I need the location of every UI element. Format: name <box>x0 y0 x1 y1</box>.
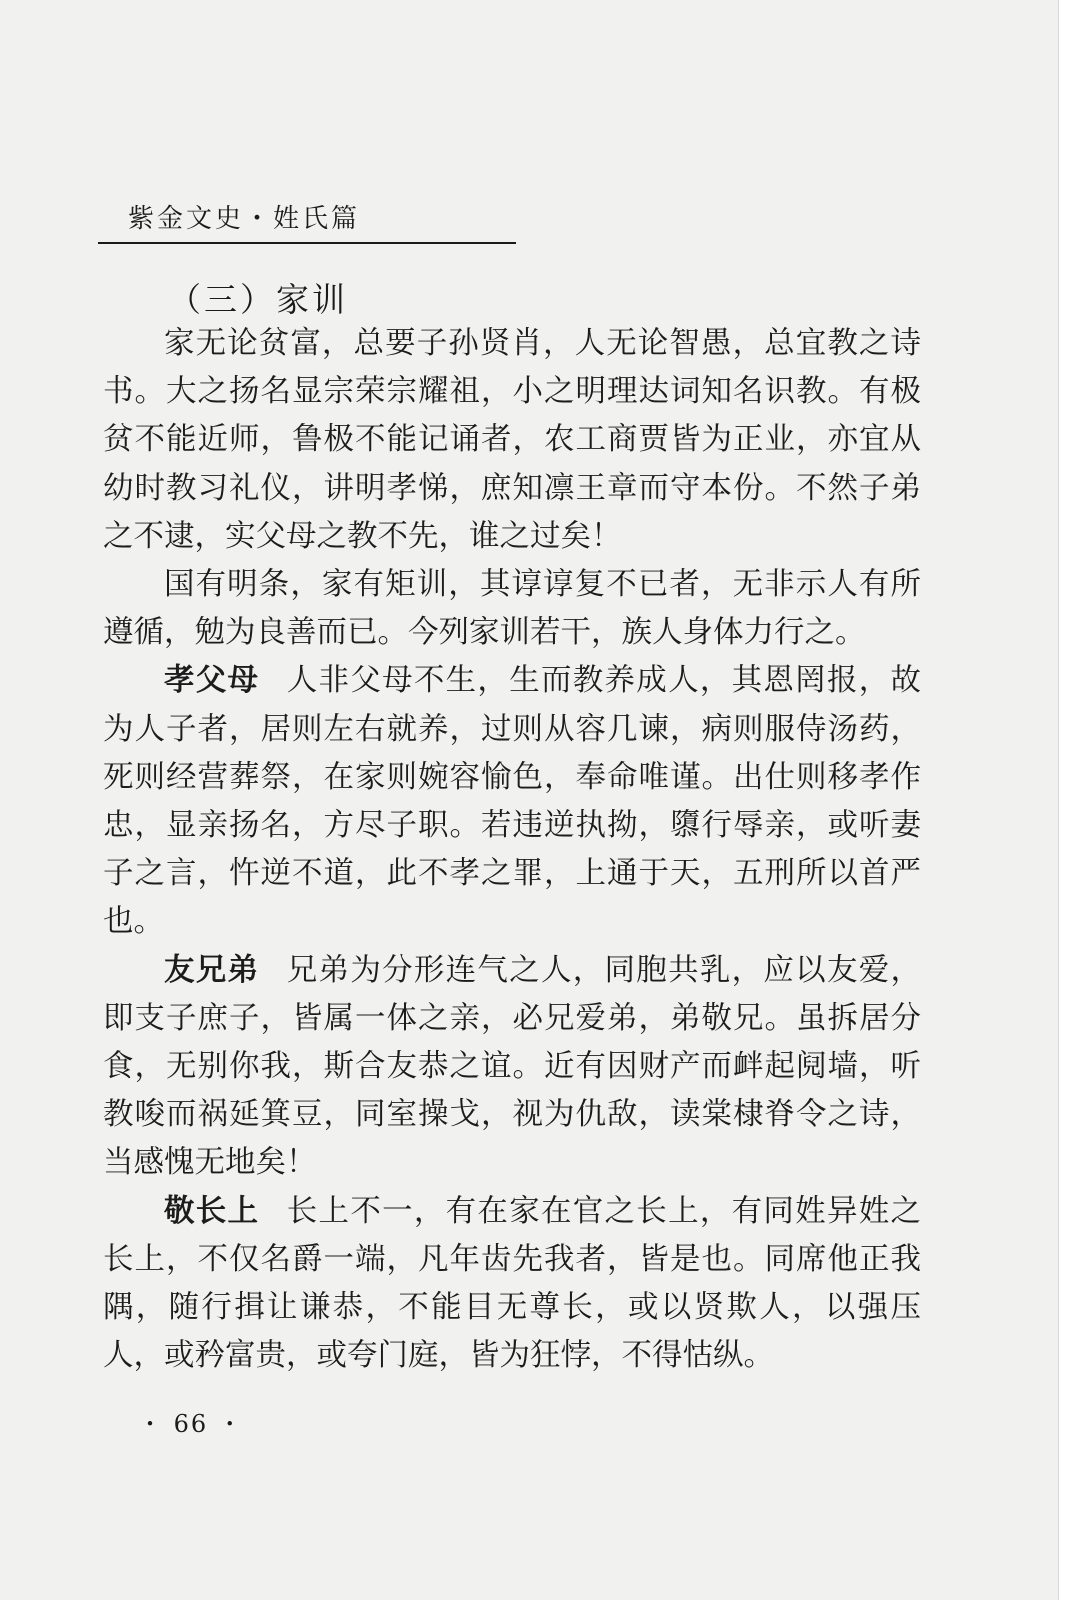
precept-text: 长上不一，有在家在官之长上，有同姓异姓之长上，不仅名爵一端，凡年齿先我者，皆是也。同席他正我隅，随行揖让谦恭，不能目无尊长，或以贤欺人，以强压人，或矜富贵，或夸门庭，皆为狂悖，不得怙纵。 <box>103 1193 922 1374</box>
precept-paragraph <box>103 947 921 1188</box>
page-number: ・ 66 ・ <box>138 1410 244 1438</box>
precept-paragraph <box>103 657 921 946</box>
precept-paragraph <box>103 1188 921 1381</box>
body-text <box>103 320 921 1380</box>
paragraph-intro-2: 国有明条，家有矩训，其谆谆复不已者，无非示人有所遵循，勉为良善而已。今列家训若干，族人身体力行之。 <box>103 567 921 651</box>
section-heading: （三）家训 <box>168 280 348 319</box>
precept-term: 孝父母 <box>164 663 260 699</box>
precept-text: 兄弟为分形连气之人，同胞共乳，应以友爱，即支子庶子，皆属一体之亲，必兄爱弟，弟敬兄。虽拆居分食，无别你我，斯合友恭之谊。近有因财产而衅起阋墙，听教唆而祸延箕豆，同室操戈，视为仇敌，读棠棣脊令之诗，当感愧无地矣！ <box>103 952 922 1181</box>
running-header: 紫金文史・姓氏篇 <box>128 204 361 234</box>
precept-term: 友兄弟 <box>164 952 260 988</box>
precept-text: 人非父母不生，生而教养成人，其恩罔报，故为人子者，居则左右就养，过则从容几谏，病则服侍汤药，死则经营葬祭，在家则婉容愉色，奉命唯谨。出仕则移孝作忠，显亲扬名，方尽子职。若违逆执拗，隳行辱亲，或听妻子之言，忤逆不道，此不孝之罪，上通于天，五刑所以首严也。 <box>103 663 922 940</box>
header-rule <box>98 242 516 244</box>
precept-term: 敬长上 <box>164 1193 260 1229</box>
paragraph-intro-1: 家无论贫富，总要子孙贤肖，人无论智愚，总宜教之诗书。大之扬名显宗荣宗耀祖，小之明理达词知名识教。有极贫不能近师，鲁极不能记诵者，农工商贾皆为正业，亦宜从幼时教习礼仪，讲明孝悌，庶知凛王章而守本份。不然子弟之不逮，实父母之教不先，谁之过矣！ <box>103 326 921 554</box>
